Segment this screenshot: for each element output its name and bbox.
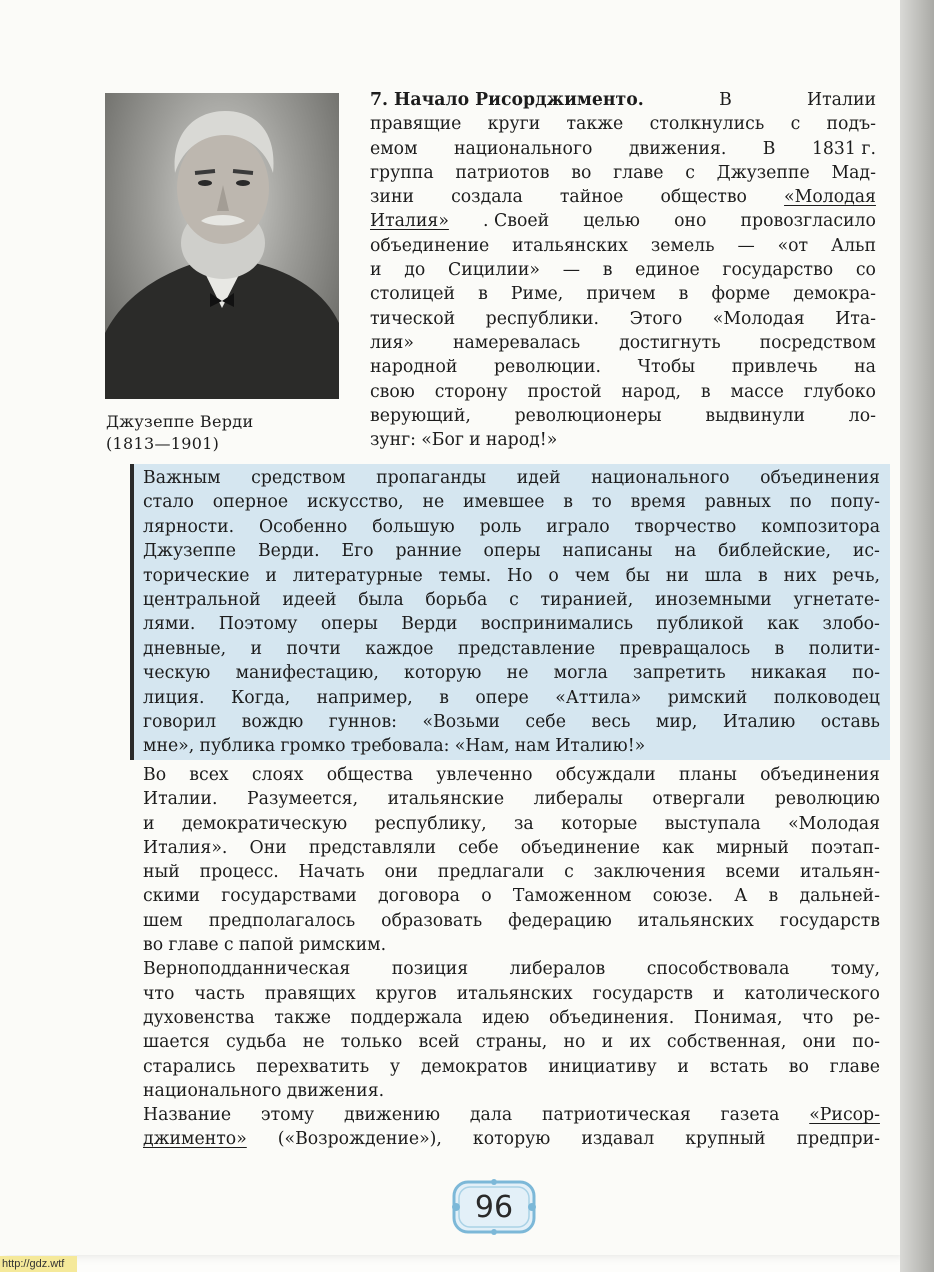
box-line: центральной идеей была борьба с тиранией, иноземными угнетате- [143, 590, 880, 611]
body-line: духовенства также поддержала идею объединения. Понимая, что ре- [143, 1007, 880, 1028]
word: и [469, 430, 481, 451]
body-line: во главе с папой римским. [143, 935, 387, 956]
intro-line [370, 209, 876, 233]
intro-line [370, 428, 876, 452]
word: глубоко [803, 381, 876, 402]
box-line: мне», публика громко требовала: «Нам, нам Италию!» [143, 736, 646, 757]
word: Италии [807, 90, 876, 110]
word: подъ- [826, 114, 876, 135]
highlight-box-text [143, 466, 880, 759]
key-term: джименто» [143, 1129, 247, 1150]
word: народ, [621, 381, 681, 402]
body-line: Во всех слоях общества увлеченно обсуждали планы объединения [143, 765, 880, 785]
word: и [370, 260, 382, 281]
word: В [762, 138, 776, 159]
box-line: лярности. Особенно большую роль играло творчество композитора [143, 516, 880, 537]
body-line: Верноподданническая позиция либералов способствовала тому, [143, 959, 880, 980]
word: тайное [559, 187, 624, 208]
word: в [700, 381, 711, 402]
word: «от [777, 235, 809, 256]
body-line: шается судьба не только всей страны, но и их собственная, они по- [143, 1032, 880, 1053]
word: государство [722, 260, 834, 281]
word: Альп [830, 235, 876, 256]
word: верующий, [370, 405, 471, 426]
book-spine-shadow [900, 0, 934, 1272]
body-line: джименто» («Возрождение»), которую издавал крупный предпри- [143, 1127, 880, 1151]
word: в [478, 284, 488, 305]
box-line: лиция. Когда, например, в опере «Аттила» римский полководец [143, 687, 880, 708]
word: столкнулись [649, 114, 765, 135]
word: привлечь [731, 357, 818, 378]
intro-line [370, 234, 876, 258]
box-line: дневные, и почти каждое представление превращалось в полити- [143, 638, 880, 659]
body-line: национального движения. [143, 1080, 385, 1101]
key-term: «Молодая [784, 187, 876, 208]
word: общество [660, 187, 747, 208]
word: Риме, [510, 284, 564, 305]
intro-line [370, 112, 876, 136]
word: В [719, 90, 732, 110]
word: простой [527, 381, 602, 402]
intro-line [370, 404, 876, 428]
word: также [566, 114, 624, 135]
word: с [685, 162, 695, 183]
word: емом [370, 138, 418, 159]
intro-line [370, 282, 876, 306]
word: народ!» [485, 430, 558, 451]
body-line: шем предполагалось образовать федерацию итальянских государств [143, 910, 880, 931]
intro-line [370, 88, 876, 112]
word: движения. [628, 138, 727, 159]
word: столицей [370, 284, 455, 305]
word: свою [370, 381, 415, 402]
word: национального [453, 138, 593, 159]
portrait-caption [106, 411, 341, 455]
word: выдвинули [705, 405, 805, 426]
word: революции. [493, 357, 602, 378]
intro-line [370, 331, 876, 355]
word: революционеры [514, 405, 662, 426]
word: зини [370, 187, 414, 208]
word: демокра- [793, 284, 876, 305]
word: с [790, 114, 801, 135]
body-line: Италии. Разумеется, итальянские либералы отвергали революцию [143, 789, 880, 810]
caption-name: Джузеппе Верди [106, 412, 254, 431]
main-body-text [143, 763, 880, 1152]
word: — [562, 260, 580, 281]
box-line: торические и литературные темы. Но о чем бы ни шла в них речь, [143, 565, 880, 586]
word: со [855, 260, 876, 281]
word: Джузеппе [716, 162, 810, 183]
intro-line [370, 137, 876, 161]
intro-line [370, 185, 876, 209]
page-number: 96 [474, 1189, 514, 1225]
section-heading: 7. Начало Рисорджименто. [370, 90, 644, 110]
word: в [602, 260, 613, 281]
word: — [737, 235, 755, 256]
word: до [404, 260, 426, 281]
word: республики. [485, 308, 600, 329]
word: группа [370, 162, 434, 183]
word: зунг: [370, 430, 416, 451]
word: в [678, 284, 689, 305]
page-number-badge [444, 1176, 544, 1238]
box-line: Джузеппе Верди. Его ранние оперы написаны на библейские, ис- [143, 541, 880, 562]
word: Ита- [835, 308, 876, 329]
word: на [854, 357, 876, 378]
word: главе [613, 162, 664, 183]
word: «Бог [421, 430, 464, 451]
word: Мад- [831, 162, 876, 183]
key-term: «Рисор- [809, 1105, 880, 1126]
word: оно [674, 211, 707, 232]
word: лия» [370, 332, 414, 353]
word: народной [370, 357, 458, 378]
body-line: старались перехватить у демократов инициативу и встать во главе [143, 1056, 880, 1077]
box-line: Важным средством пропаганды идей национального объединения [143, 468, 880, 488]
body-line: и демократическую республику, за которые выступала «Молодая [143, 813, 880, 834]
word: 1831 г. [811, 138, 876, 159]
word: массе [730, 381, 784, 402]
word: создала [451, 187, 523, 208]
word: Этого [629, 308, 683, 329]
word: посредством [759, 332, 876, 353]
word: сторону [434, 381, 508, 402]
box-line: стало оперное искусство, не имевшее в то время равных по попу- [143, 492, 880, 513]
box-line: говорил вождю гуннов: «Возьми себе весь мир, Италию оставь [143, 712, 880, 733]
word: причем [586, 284, 656, 305]
word: намеревалась [452, 332, 581, 353]
word: ло- [848, 405, 876, 426]
word: единое [635, 260, 700, 281]
word: провозгласило [740, 211, 876, 232]
word: Чтобы [637, 357, 696, 378]
word: итальянских [512, 235, 628, 256]
word: «Молодая [712, 308, 805, 329]
intro-line [370, 258, 876, 282]
intro-line [370, 161, 876, 185]
body-line: Название этому движению дала патриотическая газета «Рисор- [143, 1103, 880, 1127]
intro-line [370, 380, 876, 404]
section-intro-column [370, 88, 876, 452]
intro-line [370, 355, 876, 379]
word: во [571, 162, 592, 183]
box-line: лями. Поэтому оперы Верди воспринимались публикой как злобо- [143, 614, 880, 635]
word: Сицилии» [448, 260, 540, 281]
key-term: Италия» [370, 211, 449, 232]
watermark-url: http://gdz.wtf [0, 1256, 77, 1272]
word: достигнуть [619, 332, 721, 353]
word: круги [487, 114, 541, 135]
box-line: ческую манифестацию, которую не могла запретить никакая по- [143, 663, 880, 684]
word: целью [583, 211, 640, 232]
body-line: что часть правящих кругов итальянских государств и католического [143, 983, 880, 1004]
intro-line [370, 307, 876, 331]
word: земель [650, 235, 715, 256]
word: объединение [370, 235, 490, 256]
word: тической [370, 308, 456, 329]
portrait-photo [105, 93, 339, 399]
body-line: скими государствами договора о Таможенном союзе. А в дальней- [143, 886, 880, 907]
body-line: ный процесс. Начать они предлагали с заключения всеми итальян- [143, 862, 880, 883]
word: патриотов [455, 162, 550, 183]
caption-years: (1813—1901) [106, 434, 220, 453]
body-line: Италия». Они представляли себе объединение как мирный поэтап- [143, 837, 880, 858]
word: . Своей [483, 211, 550, 232]
word: правящие [370, 114, 462, 135]
word: форме [711, 284, 771, 305]
